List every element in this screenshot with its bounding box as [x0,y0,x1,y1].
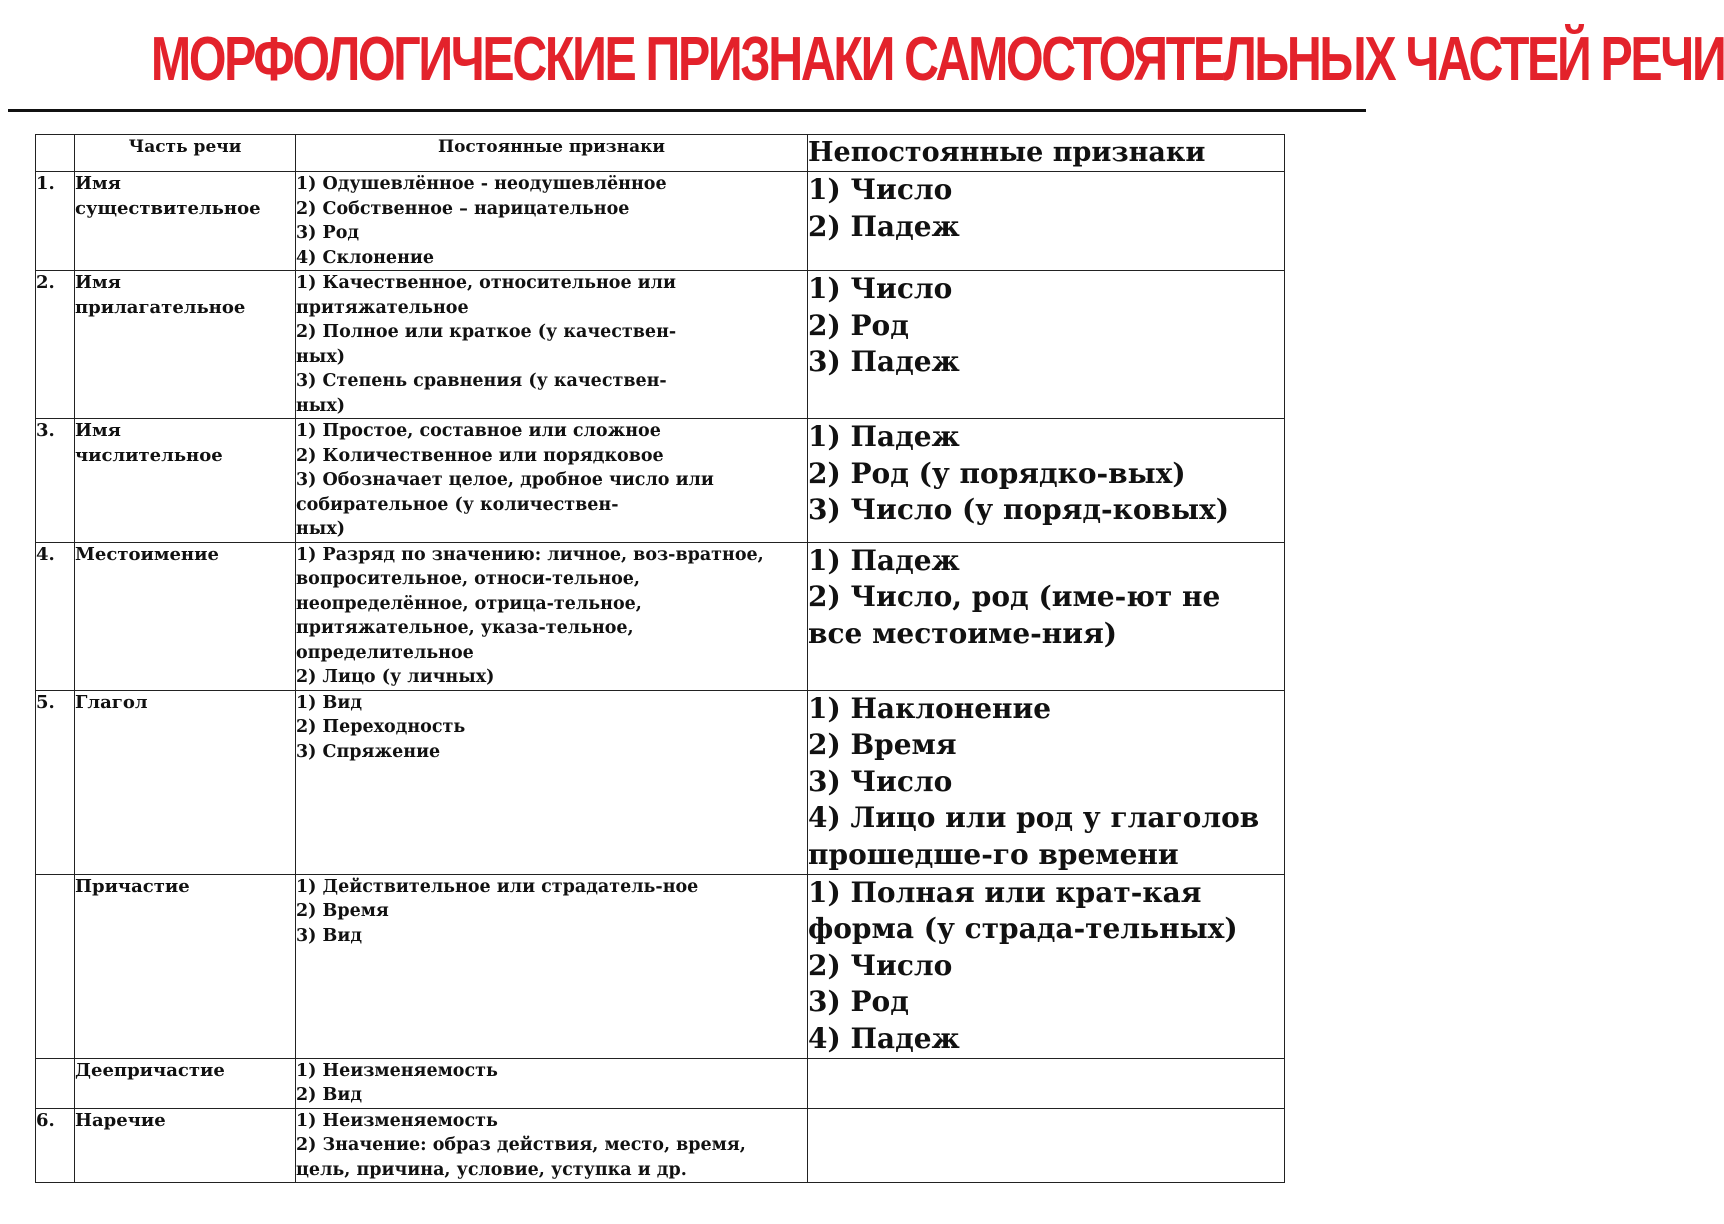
constant-features-line: 3) Род [296,223,360,243]
header-variable: Непостоянные признаки [808,135,1285,172]
row-number: 2. [36,271,75,419]
variable-features-line: 1) Падеж [808,543,960,577]
row-number: 1. [36,172,75,271]
variable-features [808,1108,1285,1183]
table-body [36,172,1285,1183]
variable-features-line: 1) Полная или крат-кая [808,875,1202,909]
constant-features-line: 1) Неизменяемость [296,1060,498,1081]
row-number [36,874,75,1058]
variable-features [808,542,1285,690]
part-of-speech [75,1058,296,1108]
part-of-speech [75,271,296,419]
constant-features-line: 3) Обозначает целое, дробное число или [296,470,714,490]
variable-features [808,690,1285,874]
variable-features-line: 1) Число [808,173,953,206]
constant-features-line: вопросительное, относи-тельное, [296,569,640,589]
table-row [36,1108,1285,1183]
constant-features [296,1058,808,1108]
table-row [36,419,1285,543]
page-title: МОРФОЛОГИЧЕСКИЕ ПРИЗНАКИ САМОСТОЯТЕЛЬНЫХ ЧАСТЕЙ РЕЧИ [150,25,1724,94]
title-underline [8,109,1366,112]
constant-features-line: 2) Значение: образ действия, место, время, [296,1135,746,1155]
variable-features-line: 1) Число [808,272,953,305]
constant-features-line: неопределённое, отрица-тельное, [296,593,642,614]
variable-features [808,172,1285,271]
variable-features-line: 1) Падеж [808,420,960,453]
constant-features-line: 2) Лицо (у личных) [296,667,495,687]
table-row [36,874,1285,1058]
constant-features [296,690,808,874]
header-constant: Постоянные признаки [296,135,808,172]
part-of-speech-line: числительное [75,444,223,466]
variable-features-line: 2) Род [808,308,909,342]
variable-features-line: 1) Наклонение [808,691,1052,725]
row-number: 6. [36,1108,75,1183]
part-of-speech [75,542,296,690]
variable-features [808,874,1285,1058]
constant-features [296,172,808,271]
constant-features [296,419,808,543]
part-of-speech [75,874,296,1058]
variable-features-line: 3) Число (у поряд-ковых) [808,493,1230,526]
table-header-row [36,135,1285,172]
variable-features-line: 4) Лицо или род у глаголов [808,801,1260,834]
constant-features-line: 2) Собственное – нарицательное [296,198,630,219]
constant-features-line: 1) Разряд по значению: личное, воз-вратное, [296,544,764,565]
constant-features-line: 2) Переходность [296,717,466,737]
constant-features-line: 1) Одушевлённое - неодушевлённое [296,174,667,194]
constant-features-line: определительное [296,642,474,663]
part-of-speech-line: Деепричастие [75,1059,225,1081]
constant-features-line: 1) Неизменяемость [296,1110,498,1131]
constant-features-line: 2) Полное или краткое (у качествен- [296,322,677,342]
header-number [36,135,75,172]
constant-features-line: собирательное (у количествен- [296,494,619,515]
part-of-speech-line: прилагательное [75,296,246,318]
constant-features-line: 3) Вид [296,925,362,946]
variable-features-line: прошедше-го времени [808,837,1179,871]
constant-features-line: 2) Вид [296,1085,362,1105]
constant-features-line: 3) Степень сравнения (у качествен- [296,371,667,391]
part-of-speech [75,172,296,271]
part-of-speech [75,1108,296,1183]
row-number: 4. [36,542,75,690]
part-of-speech-line: Местоимение [75,543,219,565]
variable-features-line: 2) Число, род (име-ют не [808,580,1221,613]
constant-features-line: 3) Спряжение [296,741,441,762]
variable-features-line: 3) Падеж [808,345,960,378]
part-of-speech [75,690,296,874]
constant-features-line: 1) Действительное или страдатель-ное [296,876,699,897]
constant-features-line: 1) Простое, составное или сложное [296,421,661,441]
table-row [36,690,1285,874]
variable-features-line: 2) Род (у порядко-вых) [808,456,1186,490]
constant-features-line: ных) [296,519,346,539]
variable-features [808,1058,1285,1108]
part-of-speech-line: Имя [75,173,121,194]
part-of-speech-line: Глагол [75,691,148,713]
header-part: Часть речи [75,135,296,172]
variable-features-line: 2) Падеж [808,209,960,243]
variable-features-line: 2) Число [808,948,953,982]
constant-features-line: 1) Качественное, относительное или [296,273,676,293]
constant-features [296,271,808,419]
constant-features [296,1108,808,1183]
part-of-speech-line: Наречие [75,1109,166,1131]
variable-features-line: 2) Время [808,728,957,761]
part-of-speech-line: Имя [75,420,121,441]
variable-features-line: все местоиме-ния) [808,616,1117,650]
constant-features-line: 2) Количественное или порядковое [296,445,664,466]
constant-features [296,542,808,690]
variable-features-line: форма (у страда-тельных) [808,912,1238,945]
parts-of-speech-table [35,134,1285,1183]
variable-features-line: 4) Падеж [808,1021,960,1055]
variable-features [808,271,1285,419]
constant-features-line: 1) Вид [296,692,362,713]
part-of-speech [75,419,296,543]
part-of-speech-line: существительное [75,197,261,219]
row-number: 5. [36,690,75,874]
constant-features [296,874,808,1058]
part-of-speech-line: Имя [75,272,121,293]
constant-features-line: 2) Время [296,901,389,921]
variable-features-line: 3) Число [808,764,953,798]
table-row [36,172,1285,271]
table-row [36,542,1285,690]
constant-features-line: цель, причина, условие, уступка и др. [296,1159,687,1180]
variable-features [808,419,1285,543]
constant-features-line: ных) [296,346,346,367]
row-number [36,1058,75,1108]
constant-features-line: притяжательное, указа-тельное, [296,618,634,638]
part-of-speech-line: Причастие [75,875,190,897]
table-row [36,1058,1285,1108]
variable-features-line: 3) Род [808,985,909,1018]
constant-features-line: 4) Склонение [296,247,434,268]
table-row [36,271,1285,419]
row-number: 3. [36,419,75,543]
constant-features-line: притяжательное [296,297,469,318]
constant-features-line: ных) [296,395,346,416]
